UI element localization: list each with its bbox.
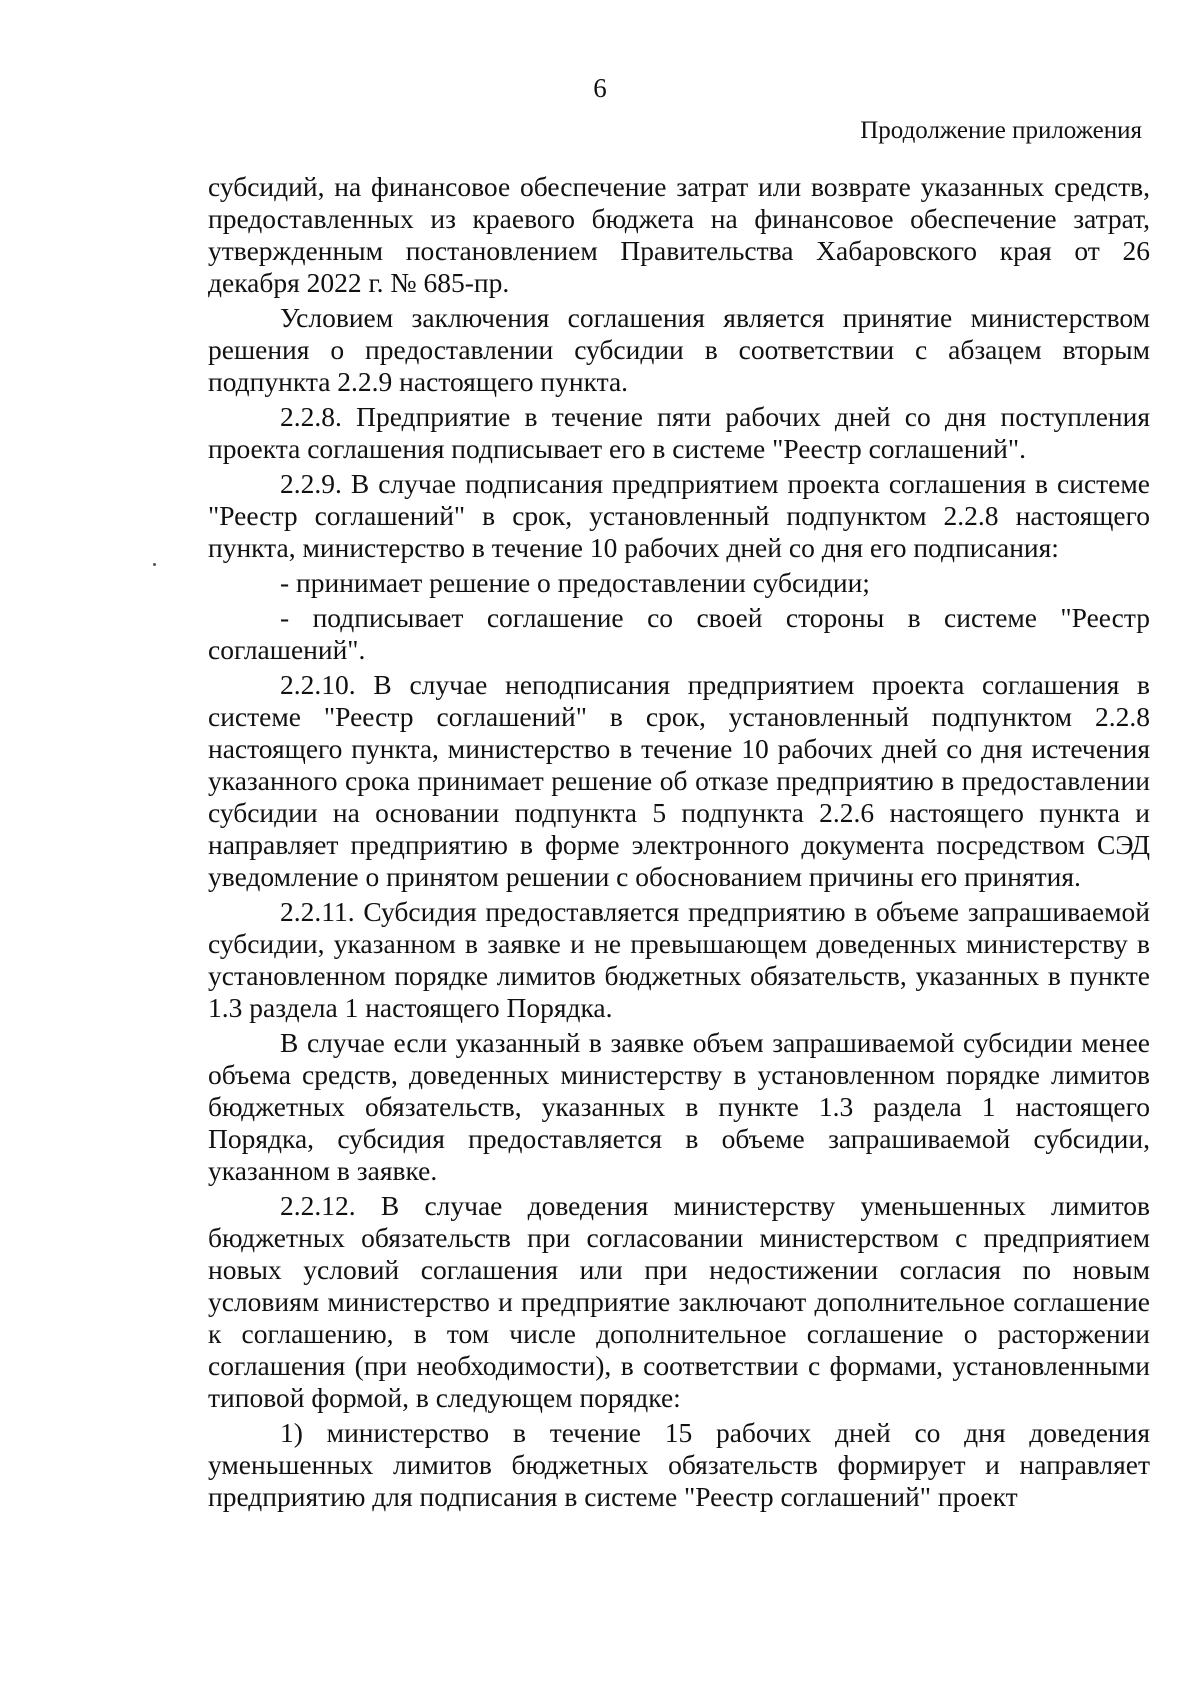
list-item-signing: - подписывает соглашение со своей стороны в системе "Реестр соглашений".: [208, 602, 1150, 665]
paragraph-2-2-12: 2.2.12. В случае доведения министерству уменьшенных лимитов бюджетных обязательств при согласовании министерством с предприятием новых условий соглашения или при недостижении согласия по новым условиям министерство и предприятие заключают дополнительное соглашение к соглашению, в том числе дополнительное соглашение о расторжении соглашения (при необходимости), в соответствии с формами, установленными типовой формой, в следующем порядке:: [208, 1190, 1150, 1413]
list-item-1: 1) министерство в течение 15 рабочих дней со дня доведения уменьшенных лимитов бюджетных обязательств формирует и направляет предприятию для подписания в системе "Реестр соглашений" проект: [208, 1417, 1150, 1512]
paragraph-2-2-11: 2.2.11. Субсидия предоставляется предприятию в объеме запрашиваемой субсидии, указанном в заявке и не превышающем доведенных министерству в установленном порядке лимитов бюджетных обязательств, указанных в пункте 1.3 раздела 1 настоящего Порядка.: [208, 896, 1150, 1023]
scan-speck: [153, 563, 156, 566]
list-item-decision: - принимает решение о предоставлении субсидии;: [280, 567, 870, 598]
paragraph-2-2-8: 2.2.8. Предприятие в течение пяти рабочих дней со дня поступления проекта соглашения подписывает его в системе "Реестр соглашений".: [208, 401, 1150, 464]
paragraph-2-2-9: 2.2.9. В случае подписания предприятием проекта соглашения в системе "Реестр соглашений" в срок, установленный подпунктом 2.2.8 настоящего пункта, министерство в течение 10 рабочих дней со дня его подписания:: [208, 468, 1150, 563]
document-body: [208, 171, 1150, 1516]
paragraph-2-2-10: 2.2.10. В случае неподписания предприятием проекта соглашения в системе "Реестр соглашений" в срок, установленный подпунктом 2.2.8 настоящего пункта, министерство в течение 10 рабочих дней со дня истечения указанного срока принимает решение об отказе предприятию в предоставлении субсидии на основании подпункта 5 подпункта 2.2.6 настоящего пункта и направляет предприятию в форме электронного документа посредством СЭД уведомление о принятом решении с обоснованием причины его принятия.: [208, 669, 1150, 892]
paragraph-agreement-condition: Условием заключения соглашения является принятие министерством решения о предоставлении субсидии в соответствии с абзацем вторым подпункта 2.2.9 настоящего пункта.: [208, 302, 1150, 397]
continuation-label: Продолжение приложения: [860, 117, 1142, 144]
page-number: 6: [593, 73, 607, 103]
paragraph-continued: субсидий, на финансовое обеспечение затрат или возврате указанных средств, предоставленных из краевого бюджета на финансовое обеспечение затрат, утвержденным постановлением Правительства Хабаровского края от 26 декабря 2022 г. № 685-пр.: [208, 171, 1150, 298]
paragraph-requested-amount: В случае если указанный в заявке объем запрашиваемой субсидии менее объема средств, доведенных министерству в установленном порядке лимитов бюджетных обязательств, указанных в пункте 1.3 раздела 1 настоящего Порядка, субсидия предоставляется в объеме запрашиваемой субсидии, указанном в заявке.: [208, 1027, 1150, 1186]
